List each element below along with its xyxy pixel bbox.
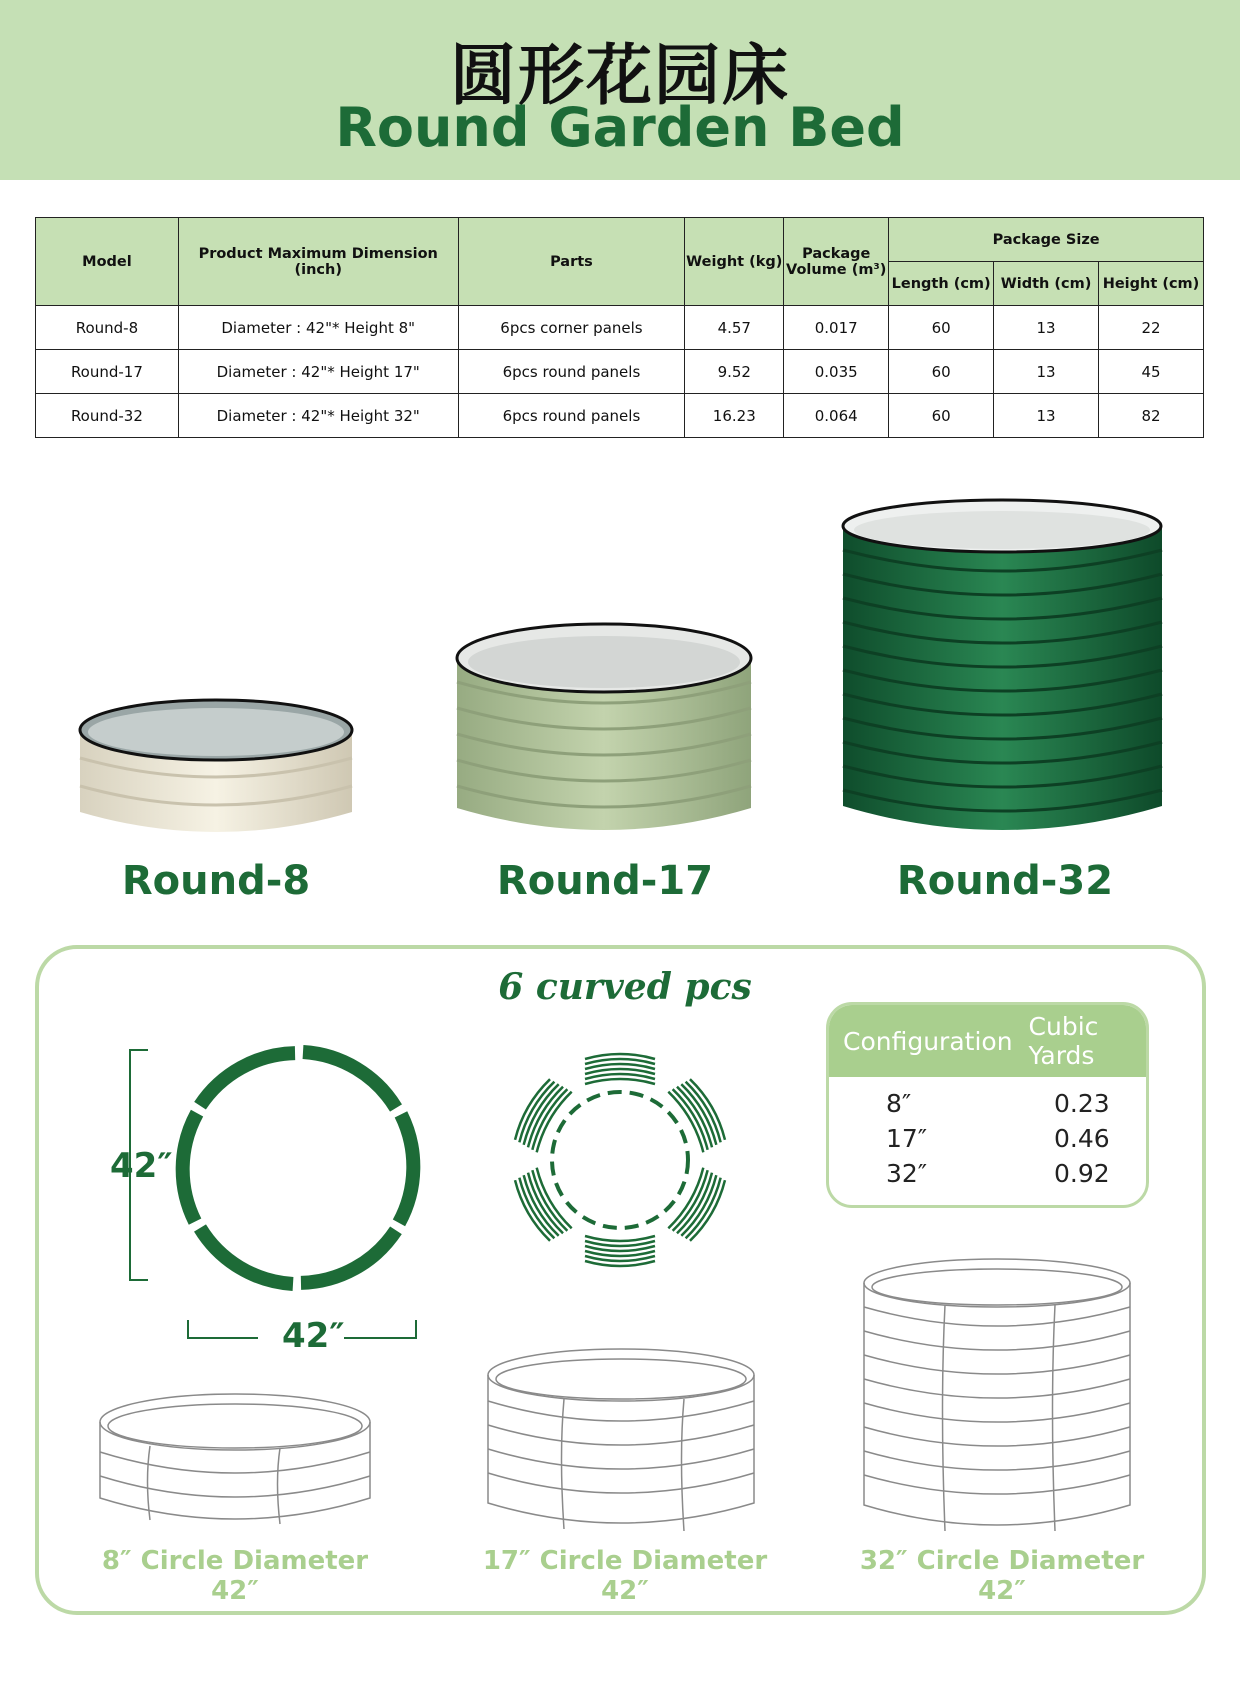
- wireframe-bed-32: [860, 1255, 1135, 1543]
- product-image-round-17: [454, 620, 754, 845]
- page-header: [0, 0, 1240, 180]
- cell-volume: 0.064: [784, 394, 889, 438]
- cell-length: 60: [889, 394, 994, 438]
- cell-weight: 16.23: [685, 394, 784, 438]
- yards-value: 0.92: [1054, 1159, 1110, 1188]
- header-volume: Package Volume (m³): [784, 218, 889, 306]
- curved-pieces-title: 6 curved pcs: [498, 966, 752, 1008]
- title-english: Round Garden Bed: [335, 96, 905, 159]
- cell-height: 45: [1099, 350, 1204, 394]
- product-image-round-8: [76, 690, 356, 850]
- dimension-circle-diagram: [120, 1040, 430, 1350]
- caption-8: 8″ Circle Diameter 42″: [101, 1546, 369, 1606]
- cell-width: 13: [994, 394, 1099, 438]
- header-package-size: Package Size: [889, 218, 1204, 262]
- cell-parts: 6pcs round panels: [458, 350, 685, 394]
- config-value: 32″: [886, 1159, 928, 1188]
- cell-model: Round-8: [36, 306, 179, 350]
- cell-weight: 4.57: [685, 306, 784, 350]
- curved-panels-diagram: [505, 1045, 735, 1275]
- header-cubic-yards: Cubic Yards: [1028, 1012, 1099, 1070]
- cell-length: 60: [889, 350, 994, 394]
- title-chinese: 圆形花园床: [450, 37, 790, 114]
- cell-dimension: Diameter : 42"* Height 32": [178, 394, 458, 438]
- table-row: [36, 350, 1204, 394]
- config-value: 8″: [886, 1089, 912, 1118]
- header-model: Model: [36, 218, 179, 306]
- product-label-round-8: Round-8: [121, 858, 311, 904]
- header-parts: Parts: [458, 218, 685, 306]
- caption-32: 32″ Circle Diameter 42″: [859, 1546, 1145, 1606]
- spec-table: [35, 217, 1204, 438]
- yards-value: 0.23: [1054, 1089, 1110, 1118]
- cell-volume: 0.035: [784, 350, 889, 394]
- header-length: Length (cm): [889, 262, 994, 306]
- cell-model: Round-17: [36, 350, 179, 394]
- configuration-table: [826, 1002, 1149, 1208]
- wireframe-bed-8: [95, 1390, 375, 1540]
- yards-value: 0.46: [1054, 1124, 1110, 1153]
- cell-width: 13: [994, 350, 1099, 394]
- product-label-round-32: Round-32: [896, 858, 1114, 904]
- cell-dimension: Diameter : 42"* Height 8": [178, 306, 458, 350]
- cell-width: 13: [994, 306, 1099, 350]
- cell-parts: 6pcs round panels: [458, 394, 685, 438]
- cell-length: 60: [889, 306, 994, 350]
- product-image-round-32: [840, 498, 1165, 848]
- cell-parts: 6pcs corner panels: [458, 306, 685, 350]
- cell-weight: 9.52: [685, 350, 784, 394]
- header-width: Width (cm): [994, 262, 1099, 306]
- cell-volume: 0.017: [784, 306, 889, 350]
- header-weight: Weight (kg): [685, 218, 784, 306]
- caption-17: 17″ Circle Diameter 42″: [482, 1546, 768, 1606]
- cell-height: 22: [1099, 306, 1204, 350]
- dimension-horizontal-label: 42″: [282, 1316, 345, 1356]
- configuration-header: [829, 1005, 1146, 1077]
- config-value: 17″: [886, 1124, 928, 1153]
- dimension-vertical-label: 42″: [110, 1146, 173, 1186]
- product-label-round-17: Round-17: [496, 858, 714, 904]
- cell-dimension: Diameter : 42"* Height 17": [178, 350, 458, 394]
- header-height: Height (cm): [1099, 262, 1204, 306]
- wireframe-bed-17: [484, 1345, 759, 1543]
- table-header-row: [36, 218, 1204, 262]
- cell-height: 82: [1099, 394, 1204, 438]
- table-row: [36, 306, 1204, 350]
- table-row: [36, 394, 1204, 438]
- header-dimension: Product Maximum Dimension (inch): [178, 218, 458, 306]
- header-configuration: Configuration: [843, 1026, 1013, 1056]
- cell-model: Round-32: [36, 394, 179, 438]
